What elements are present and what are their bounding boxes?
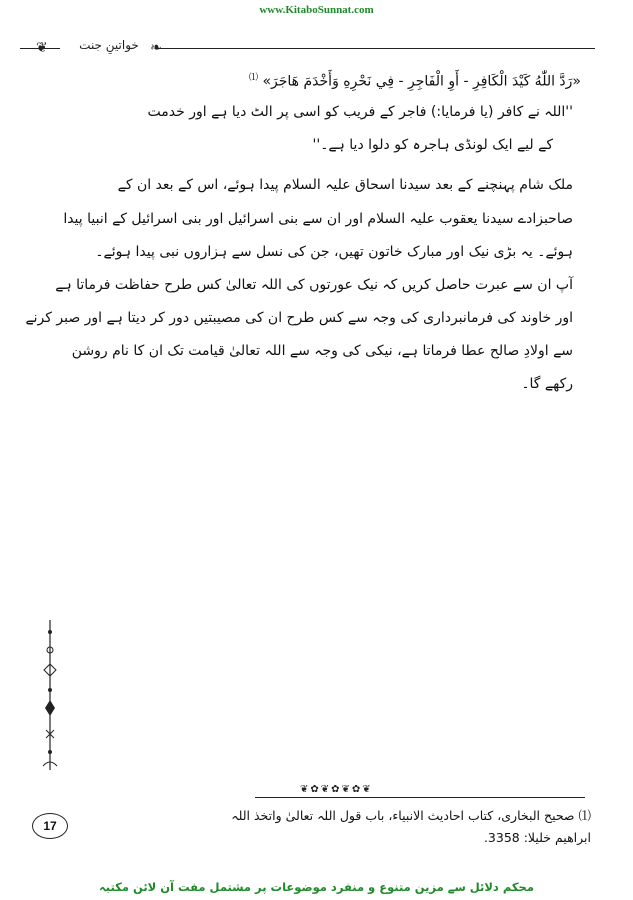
translation-line: کے لیے ایک لونڈی ہاجرہ کو دلوا دیا ہے۔'': [312, 137, 553, 153]
footnote-reference-mark: ⑴: [249, 73, 259, 83]
running-header: خواتینِ جنت: [60, 38, 158, 52]
site-url[interactable]: www.KitaboSunnat.com: [259, 4, 374, 16]
paragraph-line: اور خاوند کی فرمانبرداری کی وجہ سے کس طرح ان کی مصیبتیں دور کر دیتا ہے اور صبر کرنے: [25, 310, 573, 326]
paragraph-line: سے اولادِ صالح عطا فرماتا ہے، نیکی کی وجہ سے اللہ تعالیٰ قیامت تک ان کا نام روشن: [71, 343, 573, 359]
paragraph-line: رکھے گا۔: [521, 376, 573, 392]
header-ornament-left-icon: ❦: [36, 40, 48, 56]
footnote-rule: [255, 797, 585, 798]
translation-line: ''اللہ نے کافر (یا فرمایا:) فاجر کے فریب کو اسی پر الٹ دیا ہے اور خدمت: [147, 104, 573, 120]
arabic-hadith-quote: [249, 70, 581, 90]
side-ornament-icon: [38, 620, 62, 770]
page-number: 17: [32, 813, 68, 839]
footnote-line: ⑴ صحیح البخاری، کتاب احادیث الانبیاء، باب قول اللہ تعالیٰ واتخذ اللہ: [231, 808, 591, 823]
bottom-banner[interactable]: محکم دلائل سے مزین متنوع و منفرد موضوعات پر مشتمل مفت آن لائن مکتبہ: [99, 880, 534, 894]
paragraph-line: ملک شام پہنچنے کے بعد سیدنا اسحاق علیہ السلام پیدا ہوئے، اس کے بعد ان کے: [117, 177, 573, 193]
arabic-quote-text: «رَدَّ اللّٰهُ كَيْدَ الْكَافِرِ - أَوِ الْفَاجِرِ - فِي نَحْرِهِ وَأَخْدَمَ هَاجَرَ»: [262, 73, 581, 90]
footnote-ornament-icon: ❦✿❦✿❦✿❦: [300, 784, 373, 795]
footnote-line: ابراهیم خلیلا: 3358.: [483, 830, 591, 845]
paragraph-line: صاحبزادے سیدنا یعقوب علیہ السلام اور ان سے بنی اسرائیل اور بنی اسرائیل کے انبیا پیدا: [63, 211, 573, 227]
paragraph-line: آپ ان سے عبرت حاصل کریں کہ نیک عورتوں کی اللہ تعالیٰ کس طرح حفاظت فرماتا ہے: [55, 277, 573, 293]
header-ornament-right-icon: ❧: [150, 40, 162, 56]
paragraph-line: ہوئے۔ یہ بڑی نیک اور مبارک خاتون تھیں، جن کی نسل سے ہزاروں نبی پیدا ہوئے۔: [95, 244, 573, 260]
